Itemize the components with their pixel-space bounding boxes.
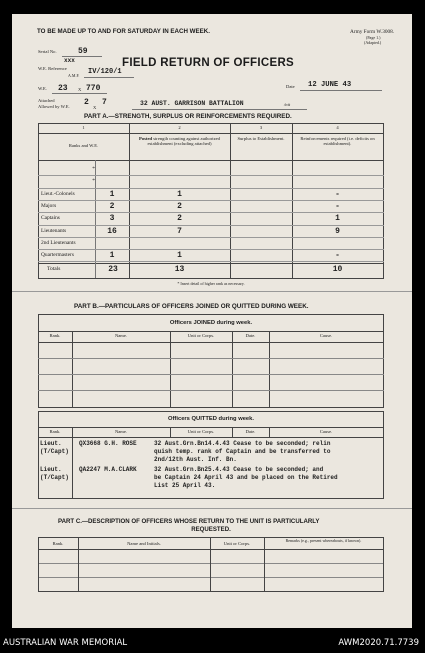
rank-label: Lieut.-Colonels (41, 190, 75, 197)
part-a-title: PART A.—STRENGTH, SURPLUS OR REINFORCEMENTS REQUIRED. (84, 113, 292, 120)
army-form-number: Army Form W.3008. (350, 29, 395, 35)
part-c-title-line-2: REQUESTED. (191, 526, 231, 533)
joined-title-rule (38, 331, 384, 332)
surplus-header: Surplus to Establishment. (237, 136, 285, 141)
quitted-title: Officers QUITTED during week. (167, 416, 254, 422)
part-a-row-rule (38, 261, 384, 262)
we-label: W.E. (38, 86, 48, 91)
joined-col-cause: Cause. (319, 333, 333, 338)
part-c-header-rule (38, 549, 384, 550)
attached-x: X (93, 105, 97, 110)
date-underline (300, 90, 382, 91)
part-c-row-rule-1 (38, 563, 384, 564)
joined-row-rule-3 (38, 390, 384, 391)
we-reference-value: IV/120/1 (88, 68, 122, 76)
rank-label: 2nd Lieutenants (41, 239, 76, 246)
quitted-1-line-1: 32 Aust.Grn.Bn14.4.43 Cease to be seconded; relin (154, 440, 331, 447)
joined-col-date: Date. (245, 333, 256, 338)
quitted-col-rank: Rank. (49, 429, 61, 434)
quitted-col-date: Date. (245, 429, 256, 434)
rank-posted-value: 7 (177, 226, 182, 236)
reinforcements-header: Reinforcements required (i.e. deficits on establishment). (300, 136, 375, 146)
rank-posted-value: 2 (177, 214, 182, 224)
form-paper (12, 14, 412, 628)
quitted-col-cause: Cause. (319, 429, 333, 434)
part-a-row-rule (38, 249, 384, 250)
col-number-1: 1 (82, 125, 85, 130)
joined-col-name: Name. (114, 333, 128, 338)
rank-we-value: 3 (109, 214, 115, 224)
rank-label: Majors (41, 202, 57, 209)
rank-we-value: 1 (109, 251, 115, 261)
rank-reinforcements-value: - (335, 189, 340, 199)
part-a-row-rule (38, 188, 384, 189)
part-a-row-rule (38, 175, 384, 176)
quitted-2-name: QA2247 M.A.CLARK (79, 466, 137, 473)
posted-strength-bold: Posted (139, 136, 153, 141)
totals-label: Totals (47, 266, 61, 272)
rank-reinforcements-value: 9 (335, 226, 340, 236)
part-a-row-rule (38, 225, 384, 226)
quitted-1-temp-rank: (T/Capt) (40, 448, 69, 455)
rank-posted-value: 1 (177, 189, 182, 199)
rank-label: Quartermasters (41, 252, 74, 259)
quitted-2-rank: Lieut. (40, 466, 62, 473)
part-c-row-rule-2 (38, 577, 384, 578)
part-b-title: PART B.—PARTICULARS OF OFFICERS JOINED OR QUITTED DURING WEEK. (74, 303, 309, 310)
quitted-col-unit: Unit or Corps. (187, 429, 215, 434)
army-form-adapted: (Adapted.) (364, 40, 382, 45)
unit-name: 32 AUST. GARRISON BATTALION (140, 100, 244, 107)
rank-we-value: 16 (107, 226, 117, 236)
part-a-row-rule (38, 212, 384, 213)
part-c-col-rank: Rank. (52, 541, 64, 546)
part-a-row-rule (38, 237, 384, 238)
part-a-header-rule (38, 160, 384, 161)
joined-col-divider-4 (269, 331, 270, 407)
posted-strength-text: strength counting against authorized establishment (excluding attached) (147, 136, 220, 146)
quitted-1-name: QX3668 G.H. ROSE (79, 440, 137, 447)
footer-institution: AUSTRALIAN WAR MEMORIAL (3, 638, 128, 648)
col-number-2: 2 (178, 125, 181, 130)
quitted-header-rule (38, 437, 384, 438)
section-divider-ab (12, 291, 412, 292)
part-a-totals-rule (38, 263, 384, 264)
joined-bottom-rule (38, 407, 384, 408)
attached-value-a: 2 (84, 98, 89, 107)
joined-title: Officers JOINED during week. (169, 320, 253, 326)
we-reference-label: W.E. Reference (38, 66, 67, 71)
we-value-b: 770 (86, 84, 101, 93)
rank-reinforcements-value: 1 (335, 214, 340, 224)
joined-row-rule-2 (38, 374, 384, 375)
rank-label: Captains (41, 215, 60, 222)
part-c-col-unit: Unit or Corps. (223, 541, 251, 546)
allowed-label: Allowed by W.E. (38, 104, 70, 109)
joined-row-rule-1 (38, 358, 384, 359)
quitted-right-border (383, 411, 384, 498)
rank-reinforcements-value: - (335, 201, 340, 211)
joined-col-divider-3 (232, 331, 233, 407)
part-a-colnum-rule (38, 133, 384, 134)
joined-col-divider-1 (72, 331, 73, 407)
part-a-footnote: * Insert detail of higher rank as necessary. (177, 281, 245, 286)
part-c-col-remarks: Remarks (e.g., present whereabouts, if known). (285, 538, 362, 543)
joined-left-border (38, 314, 39, 407)
rank-we-value: 1 (109, 189, 115, 199)
totals-reinforcements: 10 (332, 265, 343, 274)
part-c-col-divider-3 (264, 537, 265, 591)
col-number-3: 3 (259, 125, 263, 130)
posted-strength-header (131, 137, 228, 147)
joined-header-rule (38, 342, 384, 343)
section-divider-bc (12, 508, 412, 509)
quitted-2-line-3: List 25 April 43. (154, 482, 216, 489)
quitted-bottom-rule (38, 498, 384, 499)
rank-reinforcements-value: - (335, 251, 340, 261)
unit-underline (132, 109, 307, 110)
we-value-a: 23 (58, 84, 68, 93)
part-c-col-name: Name and Initials. (127, 541, 161, 546)
made-up-instruction: TO BE MADE UP TO AND FOR SATURDAY IN EACH WEEK. (37, 28, 210, 35)
part-c-right-border (383, 537, 384, 591)
we-underline (52, 93, 107, 94)
footer-accession-number: AWM2020.71.7739 (338, 638, 419, 648)
quitted-2-line-1: 32 Aust.Grn.Bn25.4.43 Cease to be seconded; and (154, 466, 324, 473)
quitted-top-rule (38, 411, 384, 412)
attached-label: Attached (38, 98, 55, 103)
army-form-page: (Page 1.) (366, 35, 381, 40)
quitted-1-line-2: quish temp. rank of Captain and be transferred to (154, 448, 331, 455)
ranks-we-header: Ranks and W.E. (68, 143, 99, 148)
date-label: Date (286, 84, 295, 89)
part-a-top-rule (38, 123, 384, 124)
joined-col-rank: Rank. (49, 333, 61, 338)
quitted-1-line-3: 2nd/12th Aust. Inf. Bn. (154, 456, 237, 463)
serial-value: 59 (78, 47, 88, 56)
quitted-2-temp-rank: (T/Capt) (40, 474, 69, 481)
col-number-4: 4 (336, 125, 339, 130)
quitted-2-line-2: be Captain 24 April 43 and be placed on the Retired (154, 474, 338, 481)
form-title: FIELD RETURN OF OFFICERS (122, 57, 295, 69)
rank-posted-value: 1 (177, 251, 182, 261)
serial-strike: xxx (64, 57, 75, 64)
quitted-col-name: Name. (114, 429, 128, 434)
part-c-bottom-rule (38, 591, 384, 592)
part-a-bottom-rule (38, 278, 384, 279)
we-x: X (78, 87, 82, 92)
rank-posted-value: 2 (177, 201, 182, 211)
joined-col-unit: Unit or Corps. (187, 333, 215, 338)
rank-label: * (92, 178, 95, 185)
joined-top-rule (38, 314, 384, 315)
we-ref-underline (84, 77, 134, 78)
quitted-title-rule (38, 427, 384, 428)
joined-col-divider-2 (170, 331, 171, 407)
quitted-1-rank: Lieut. (40, 440, 62, 447)
totals-we: 23 (108, 265, 118, 274)
rank-label: * (92, 166, 95, 172)
part-a-row-rule (38, 200, 384, 201)
rank-we-value: 2 (109, 201, 115, 211)
serial-label: Serial No. (38, 49, 57, 54)
totals-posted: 13 (174, 265, 185, 274)
date-value: 12 JUNE 43 (308, 81, 352, 89)
quitted-col-divider-1 (72, 427, 73, 498)
joined-right-border (383, 314, 384, 407)
unit-suffix: /nit (284, 102, 291, 107)
amf-label: A.M.F. (68, 73, 80, 78)
part-c-title-line-1: PART C.—DESCRIPTION OF OFFICERS WHOSE RETURN TO THE UNIT IS PARTICULARLY (58, 518, 320, 525)
rank-label: Lieutenants (41, 227, 67, 234)
quitted-left-border (38, 411, 39, 498)
attached-value-b: 7 (102, 98, 107, 107)
